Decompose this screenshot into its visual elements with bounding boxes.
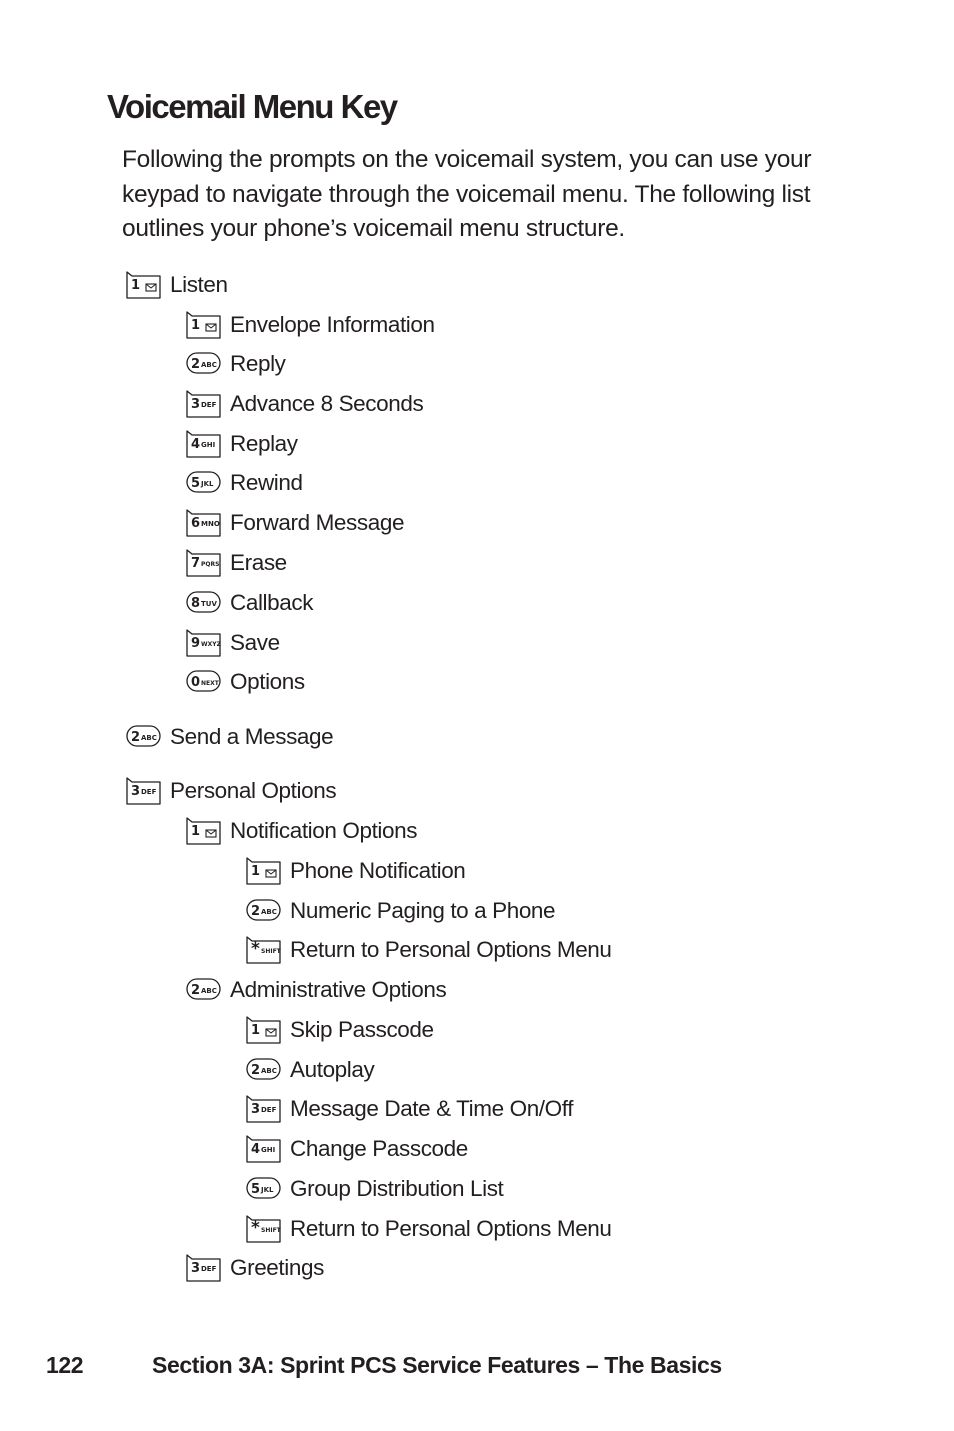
menu-item: [186, 1252, 324, 1284]
svg-text:1: 1: [191, 318, 201, 333]
svg-text:1: 1: [131, 278, 141, 293]
menu-item: [186, 428, 298, 460]
svg-text:DEF: DEF: [201, 1265, 217, 1273]
key-2-key-icon: [246, 897, 282, 925]
svg-text:DEF: DEF: [141, 788, 157, 796]
key-2-key-icon: [186, 976, 222, 1004]
menu-item-label: Skip Passcode: [290, 1017, 434, 1042]
star-key-icon: [246, 1215, 282, 1243]
envelope-icon: [266, 870, 276, 877]
menu-item: [246, 1014, 434, 1046]
menu-item-label: Erase: [230, 550, 287, 575]
key-4-key-icon: [246, 1135, 282, 1163]
menu-item: [246, 1173, 503, 1205]
svg-text:2: 2: [251, 904, 261, 919]
svg-text:NEXT: NEXT: [201, 680, 219, 687]
svg-text:1: 1: [251, 1023, 261, 1038]
envelope-icon: [206, 324, 216, 331]
svg-text:9: 9: [191, 636, 201, 651]
key-3-key-icon: [126, 777, 162, 805]
svg-text:PQRS: PQRS: [201, 561, 220, 568]
menu-item-label: Numeric Paging to a Phone: [290, 898, 556, 923]
menu-item-label: Callback: [230, 590, 314, 615]
key-2-key-icon: [246, 1056, 282, 1084]
menu-item: [186, 309, 435, 341]
menu-item-label: Group Distribution List: [290, 1176, 504, 1201]
svg-text:1: 1: [191, 824, 201, 839]
menu-item: [246, 1054, 374, 1086]
svg-text:3: 3: [251, 1102, 261, 1117]
svg-text:3: 3: [191, 1261, 201, 1276]
key-2-key-icon: [186, 350, 222, 378]
menu-item: [186, 467, 303, 499]
menu-item-label: Autoplay: [290, 1057, 375, 1082]
menu-item: [186, 507, 404, 539]
menu-item-label: Envelope Information: [230, 312, 435, 337]
svg-text:6: 6: [191, 516, 201, 531]
svg-text:ABC: ABC: [261, 908, 277, 916]
menu-item: [126, 269, 228, 301]
svg-text:DEF: DEF: [201, 401, 217, 409]
svg-text:8: 8: [191, 596, 201, 611]
menu-item-label: Advance 8 Seconds: [230, 391, 424, 416]
key-0-key-icon: [186, 668, 222, 696]
key-3-key-icon: [246, 1095, 282, 1123]
menu-item-label: Administrative Options: [230, 977, 447, 1002]
envelope-icon: [206, 830, 216, 837]
key-1-key-icon: [126, 271, 162, 299]
menu-item: [186, 587, 313, 619]
key-1-key-icon: [186, 817, 222, 845]
menu-item: [186, 666, 305, 698]
key-1-key-icon: [186, 311, 222, 339]
menu-item-label: Replay: [230, 431, 298, 456]
svg-text:TUV: TUV: [201, 600, 217, 608]
menu-item: [126, 721, 333, 753]
key-7-key-icon: [186, 549, 222, 577]
menu-item: [246, 934, 612, 966]
svg-text:*: *: [251, 1218, 260, 1238]
menu-item-label: Listen: [170, 272, 228, 297]
svg-text:3: 3: [191, 397, 201, 412]
svg-text:DEF: DEF: [261, 1106, 277, 1114]
svg-text:ABC: ABC: [201, 361, 217, 369]
page-footer: [46, 1348, 722, 1382]
envelope-icon: [146, 284, 156, 291]
svg-text:3: 3: [131, 784, 141, 799]
svg-text:4: 4: [251, 1142, 261, 1157]
svg-text:SHIFT: SHIFT: [261, 1227, 281, 1234]
menu-item: [186, 388, 423, 420]
svg-text:4: 4: [191, 437, 201, 452]
menu-item-label: Options: [230, 669, 305, 694]
menu-item-label: Change Passcode: [290, 1136, 468, 1161]
menu-item-label: Forward Message: [230, 510, 405, 535]
menu-item: [186, 627, 280, 659]
svg-text:MNO: MNO: [201, 520, 220, 528]
svg-text:ABC: ABC: [201, 987, 217, 995]
menu-item-label: Return to Personal Options Menu: [290, 937, 612, 962]
menu-item: [246, 895, 555, 927]
svg-text:JKL: JKL: [201, 480, 214, 488]
svg-text:2: 2: [191, 357, 201, 372]
menu-item-label: Rewind: [230, 470, 303, 495]
svg-text:SHIFT: SHIFT: [261, 948, 281, 955]
menu-item-label: Message Date & Time On/Off: [290, 1096, 574, 1121]
intro-paragraph: Following the prompts on the voicemail system, you can use your keypad to navigate through the voicemail menu. The following list outlines your phone’s voicemail menu structure.: [122, 146, 812, 242]
svg-text:2: 2: [251, 1063, 261, 1078]
key-3-key-icon: [186, 1254, 222, 1282]
menu-item-label: Personal Options: [170, 778, 337, 803]
key-9-key-icon: [186, 629, 222, 657]
menu-item-label: Notification Options: [230, 818, 418, 843]
menu-item-label: Greetings: [230, 1255, 324, 1280]
menu-item-label: Send a Message: [170, 724, 334, 749]
page-title: Voicemail Menu Key: [107, 88, 397, 125]
key-2-key-icon: [126, 723, 162, 751]
key-8-key-icon: [186, 589, 222, 617]
key-4-key-icon: [186, 430, 222, 458]
star-key-icon: [246, 936, 282, 964]
section-title: Section 3A: Sprint PCS Service Features – The Basics: [152, 1351, 722, 1378]
key-1-key-icon: [246, 1016, 282, 1044]
menu-item: [186, 815, 417, 847]
key-6-key-icon: [186, 509, 222, 537]
svg-text:ABC: ABC: [261, 1067, 277, 1075]
svg-text:GHI: GHI: [201, 441, 216, 449]
envelope-icon: [266, 1029, 276, 1036]
key-5-key-icon: [246, 1175, 282, 1203]
menu-item: [246, 1093, 573, 1125]
menu-item: [186, 348, 286, 380]
svg-text:*: *: [251, 939, 260, 959]
svg-text:JKL: JKL: [261, 1186, 274, 1194]
menu-item-label: Phone Notification: [290, 858, 466, 883]
svg-text:7: 7: [191, 556, 201, 571]
svg-text:2: 2: [131, 730, 141, 745]
key-5-key-icon: [186, 469, 222, 497]
menu-item-label: Return to Personal Options Menu: [290, 1216, 612, 1241]
menu-item: [186, 974, 446, 1006]
svg-text:WXYZ: WXYZ: [201, 641, 221, 648]
menu-item: [126, 775, 336, 807]
page-number: 122: [46, 1351, 84, 1378]
svg-text:GHI: GHI: [261, 1146, 276, 1154]
svg-text:5: 5: [191, 476, 201, 491]
menu-item-label: Save: [230, 630, 280, 655]
svg-text:0: 0: [191, 675, 201, 690]
menu-item-label: Reply: [230, 351, 286, 376]
menu-item: [186, 547, 287, 579]
menu-item: [246, 855, 465, 887]
key-3-key-icon: [186, 390, 222, 418]
svg-text:ABC: ABC: [141, 734, 157, 742]
menu-item: [246, 1133, 468, 1165]
svg-text:2: 2: [191, 983, 201, 998]
menu-item: [246, 1213, 612, 1245]
svg-text:1: 1: [251, 864, 261, 879]
svg-text:5: 5: [251, 1182, 261, 1197]
key-1-key-icon: [246, 857, 282, 885]
